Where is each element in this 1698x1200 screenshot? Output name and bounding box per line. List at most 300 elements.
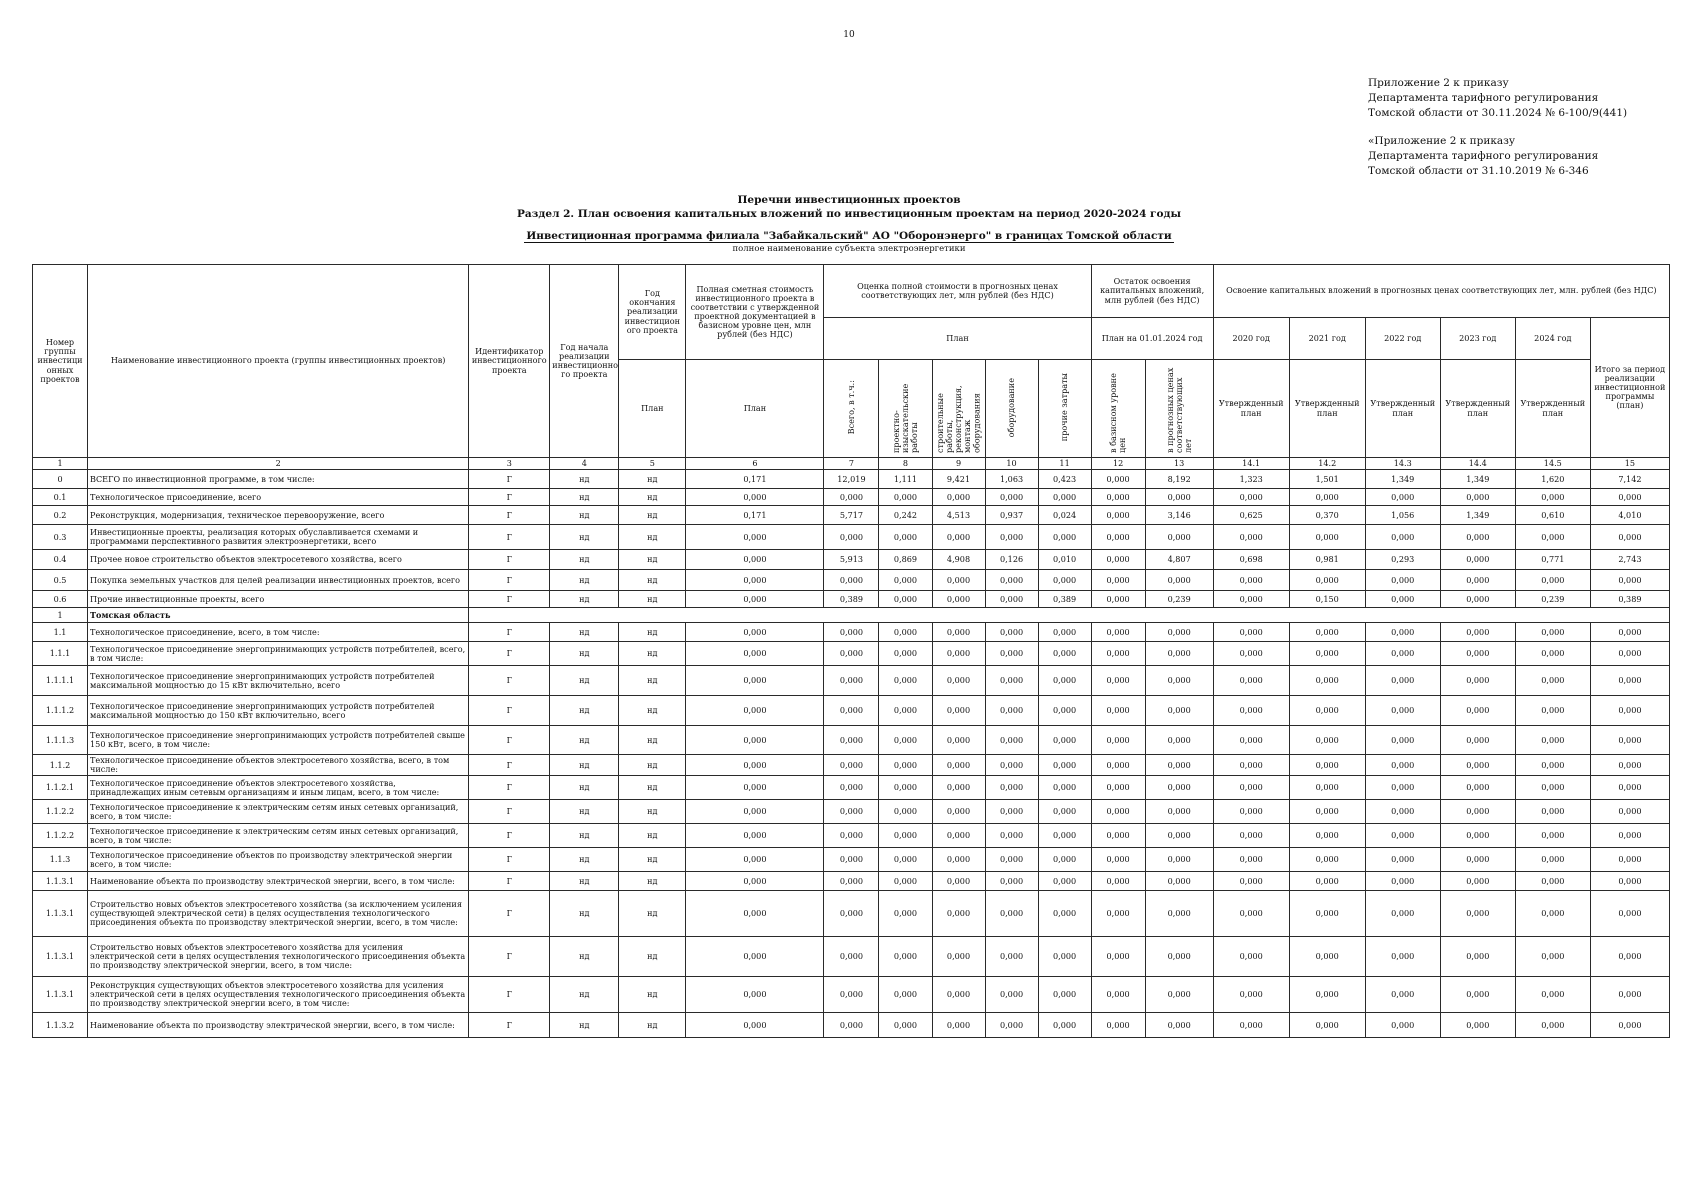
value-cell: 0,000	[1091, 977, 1145, 1013]
value-cell: 1,349	[1440, 470, 1515, 489]
value-cell: Г	[469, 623, 550, 642]
vertical-label: прочие затраты	[1059, 373, 1070, 442]
value-cell: 0,000	[1038, 696, 1091, 726]
table-row	[33, 570, 1670, 591]
value-cell: 0,242	[879, 506, 932, 525]
value-cell: 0,000	[1289, 872, 1365, 891]
project-name-cell: Покупка земельных участков для целей реализации инвестиционных проектов, всего	[88, 570, 469, 591]
column-number: 9	[932, 458, 985, 470]
project-name-cell: Технологическое присоединение энергопринимающих устройств потребителей, всего, в том числе:	[88, 642, 469, 666]
row-number: 0	[33, 470, 88, 489]
row-number: 0.4	[33, 550, 88, 570]
row-number: 0.3	[33, 525, 88, 550]
value-cell: нд	[550, 642, 619, 666]
project-name-cell: Технологическое присоединение к электрическим сетям иных сетевых организаций, всего, в том числе:	[88, 824, 469, 848]
value-cell: 0,389	[824, 591, 879, 608]
value-cell: 0,000	[879, 696, 932, 726]
header-estimate-plan: План	[824, 318, 1091, 360]
value-cell: 0,000	[824, 1013, 879, 1038]
value-cell: 0,000	[1038, 800, 1091, 824]
column-number: 5	[619, 458, 686, 470]
value-cell: 4,513	[932, 506, 985, 525]
value-cell: 0,000	[1365, 977, 1440, 1013]
value-cell: 0,000	[1091, 591, 1145, 608]
value-cell: 0,000	[1038, 937, 1091, 977]
value-cell: 0,000	[1440, 977, 1515, 1013]
value-cell: Г	[469, 696, 550, 726]
header-approved-plan-2022: Утвержденный план	[1365, 360, 1440, 458]
value-cell: 0,000	[1440, 696, 1515, 726]
value-cell: 0,000	[1590, 800, 1669, 824]
value-cell: 0,000	[1091, 525, 1145, 550]
value-cell: 12,019	[824, 470, 879, 489]
appendix-line: Приложение 2 к приказу	[1368, 77, 1509, 89]
column-number: 7	[824, 458, 879, 470]
value-cell: 0,000	[1091, 937, 1145, 977]
column-number: 10	[985, 458, 1038, 470]
value-cell: нд	[619, 525, 686, 550]
value-cell: 0,000	[1515, 824, 1590, 848]
value-cell: 0,000	[1091, 848, 1145, 872]
value-cell: 1,323	[1213, 470, 1289, 489]
value-cell: 0,000	[824, 848, 879, 872]
value-cell: 0,000	[1365, 872, 1440, 891]
value-cell: 0,000	[1038, 977, 1091, 1013]
row-number: 1.1.2.2	[33, 800, 88, 824]
value-cell: 0,000	[1365, 937, 1440, 977]
value-cell: 1,349	[1440, 506, 1515, 525]
value-cell: 0,000	[1091, 776, 1145, 800]
value-cell: 0,000	[932, 977, 985, 1013]
value-cell: 0,000	[1289, 800, 1365, 824]
value-cell: 0,000	[879, 937, 932, 977]
table-row	[33, 642, 1670, 666]
vertical-label: Всего, в т.ч.:	[845, 380, 856, 435]
value-cell: 0,000	[1440, 666, 1515, 696]
value-cell: 0,000	[1289, 696, 1365, 726]
value-cell: 0,000	[1091, 489, 1145, 506]
row-number: 0.2	[33, 506, 88, 525]
value-cell: 0,000	[932, 591, 985, 608]
value-cell: 0,000	[932, 642, 985, 666]
value-cell: 0,000	[1091, 891, 1145, 937]
row-number: 1.1.1.2	[33, 696, 88, 726]
value-cell: 0,000	[1213, 623, 1289, 642]
value-cell: 0,000	[1145, 1013, 1213, 1038]
value-cell: 0,000	[824, 824, 879, 848]
project-name-cell: ВСЕГО по инвестиционной программе, в том числе:	[88, 470, 469, 489]
value-cell: нд	[619, 872, 686, 891]
vertical-label: в базисном уровне цен	[1108, 373, 1128, 454]
value-cell: нд	[619, 977, 686, 1013]
header-v-base-prices	[1091, 360, 1145, 458]
value-cell: 0,000	[1145, 489, 1213, 506]
investment-plan-table	[32, 264, 1670, 1038]
value-cell: 0,000	[879, 525, 932, 550]
table-row	[33, 489, 1670, 506]
value-cell: 0,000	[1289, 891, 1365, 937]
value-cell: 0,000	[1365, 591, 1440, 608]
value-cell: 0,000	[932, 570, 985, 591]
value-cell: нд	[619, 550, 686, 570]
value-cell: Г	[469, 506, 550, 525]
row-number: 1.1.1	[33, 642, 88, 666]
value-cell: 0,625	[1213, 506, 1289, 525]
value-cell: 0,000	[1440, 891, 1515, 937]
header-start-year: Год начала реализации инвестиционно го проекта	[550, 265, 619, 458]
value-cell: 0,000	[1145, 696, 1213, 726]
value-cell: 0,000	[1440, 800, 1515, 824]
value-cell: Г	[469, 891, 550, 937]
value-cell: 0,000	[686, 696, 824, 726]
value-cell: 0,389	[1038, 591, 1091, 608]
value-cell: 1,620	[1515, 470, 1590, 489]
value-cell: 0,000	[1213, 824, 1289, 848]
column-number: 1	[33, 458, 88, 470]
value-cell: нд	[619, 642, 686, 666]
value-cell: 0,000	[824, 570, 879, 591]
value-cell: 0,000	[1145, 666, 1213, 696]
value-cell: 0,000	[1590, 525, 1669, 550]
value-cell: 0,000	[1145, 570, 1213, 591]
value-cell: 0,000	[1440, 776, 1515, 800]
value-cell: 0,000	[932, 776, 985, 800]
value-cell: 0,000	[686, 937, 824, 977]
value-cell: 0,000	[686, 726, 824, 755]
value-cell: 0,000	[1091, 623, 1145, 642]
table-row	[33, 591, 1670, 608]
appendix-line: Томской области от 31.10.2019 № 6-346	[1368, 165, 1589, 177]
value-cell: нд	[619, 570, 686, 591]
value-cell: 0,000	[1289, 525, 1365, 550]
value-cell: 0,000	[932, 525, 985, 550]
value-cell: 0,000	[1365, 891, 1440, 937]
value-cell: нд	[619, 755, 686, 776]
value-cell: 0,000	[1213, 800, 1289, 824]
value-cell: 0,000	[1038, 642, 1091, 666]
project-name-cell: Инвестиционные проекты, реализация которых обуславливается схемами и программами перспективного развития электроэнергетики, всего	[88, 525, 469, 550]
value-cell: 0,000	[1289, 776, 1365, 800]
table-row	[33, 776, 1670, 800]
value-cell: 0,000	[1091, 550, 1145, 570]
column-number: 14.3	[1365, 458, 1440, 470]
section-title: Раздел 2. План освоения капитальных вложений по инвестиционным проектам на период 2020-2024 годы	[516, 208, 1181, 220]
table-row	[33, 891, 1670, 937]
table-row	[33, 696, 1670, 726]
value-cell: 0,000	[1590, 666, 1669, 696]
header-year-2023: 2023 год	[1440, 318, 1515, 360]
value-cell: 0,000	[1365, 726, 1440, 755]
value-cell: 0,000	[1038, 776, 1091, 800]
value-cell: Г	[469, 525, 550, 550]
value-cell: 0,000	[1145, 800, 1213, 824]
value-cell: 0,000	[1091, 470, 1145, 489]
value-cell: 0,000	[932, 937, 985, 977]
value-cell: 0,000	[1590, 623, 1669, 642]
value-cell: Г	[469, 872, 550, 891]
value-cell: 0,000	[1213, 776, 1289, 800]
value-cell: 0,000	[879, 848, 932, 872]
header-end-year-plan: План	[619, 360, 686, 458]
value-cell: 0,000	[686, 666, 824, 696]
value-cell: 0,000	[824, 666, 879, 696]
value-cell: 0,000	[1590, 977, 1669, 1013]
row-number: 1.1.1.1	[33, 666, 88, 696]
value-cell: 0,000	[1590, 824, 1669, 848]
value-cell: Г	[469, 470, 550, 489]
value-cell: 0,000	[1515, 525, 1590, 550]
column-number: 13	[1145, 458, 1213, 470]
value-cell: Г	[469, 591, 550, 608]
value-cell: 0,239	[1145, 591, 1213, 608]
value-cell: 0,000	[686, 591, 824, 608]
value-cell: 0,000	[1440, 848, 1515, 872]
value-cell: 0,000	[1515, 666, 1590, 696]
value-cell: 0,000	[1091, 642, 1145, 666]
table-row	[33, 666, 1670, 696]
value-cell: 0,000	[1440, 937, 1515, 977]
header-approved-plan-2024: Утвержденный план	[1515, 360, 1590, 458]
column-number: 4	[550, 458, 619, 470]
value-cell: 0,000	[1440, 591, 1515, 608]
value-cell: 0,000	[1590, 489, 1669, 506]
table-row	[33, 848, 1670, 872]
value-cell: 0,000	[1145, 891, 1213, 937]
value-cell: нд	[550, 696, 619, 726]
table-row	[33, 525, 1670, 550]
value-cell: нд	[550, 470, 619, 489]
value-cell: 0,239	[1515, 591, 1590, 608]
project-name-cell: Прочие инвестиционные проекты, всего	[88, 591, 469, 608]
value-cell: 0,000	[1289, 570, 1365, 591]
row-number: 0.5	[33, 570, 88, 591]
value-cell: 0,000	[1440, 550, 1515, 570]
value-cell: 0,000	[1440, 755, 1515, 776]
value-cell: 0,000	[932, 872, 985, 891]
value-cell: 0,000	[879, 824, 932, 848]
value-cell: Г	[469, 824, 550, 848]
value-cell: 0,000	[985, 623, 1038, 642]
project-name-cell: Технологическое присоединение энергопринимающих устройств потребителей максимальной мощностью до 15 кВт включительно, всего	[88, 666, 469, 696]
value-cell: 0,000	[1038, 1013, 1091, 1038]
value-cell: 0,000	[824, 891, 879, 937]
header-year-2022: 2022 год	[1365, 318, 1440, 360]
value-cell: 0,000	[1590, 696, 1669, 726]
value-cell: 0,000	[1213, 570, 1289, 591]
value-cell: 0,000	[985, 666, 1038, 696]
project-name-cell: Технологическое присоединение объектов электросетевого хозяйства, принадлежащих иным сетевым организациям и иным лицам, всего, в том числе:	[88, 776, 469, 800]
value-cell: 0,000	[686, 872, 824, 891]
value-cell: Г	[469, 977, 550, 1013]
header-group-no: Номер группы инвестици онных проектов	[33, 265, 88, 458]
value-cell: 0,000	[1145, 623, 1213, 642]
value-cell: 0,000	[1289, 848, 1365, 872]
appendix-original-order	[1368, 134, 1598, 179]
value-cell: Г	[469, 755, 550, 776]
value-cell: 5,717	[824, 506, 879, 525]
value-cell: 0,000	[686, 623, 824, 642]
document-titles	[0, 193, 1698, 255]
value-cell: Г	[469, 726, 550, 755]
value-cell: 0,000	[1091, 666, 1145, 696]
table-row	[33, 726, 1670, 755]
value-cell: 0,000	[1365, 525, 1440, 550]
project-name-cell: Строительство новых объектов электросетевого хозяйства для усиления электрической сети в целях осуществления технологического присоединения объекта по производству электрической энергии, всего, в том числе:	[88, 937, 469, 977]
value-cell: 0,000	[1213, 977, 1289, 1013]
value-cell: 0,000	[1038, 872, 1091, 891]
value-cell: 0,171	[686, 506, 824, 525]
value-cell: 0,000	[1365, 489, 1440, 506]
row-number: 1.1.3.1	[33, 872, 88, 891]
value-cell: 1,349	[1365, 470, 1440, 489]
header-approved-plan-2021: Утвержденный план	[1289, 360, 1365, 458]
value-cell: 0,000	[1213, 872, 1289, 891]
value-cell: 0,000	[824, 755, 879, 776]
value-cell: 0,000	[1213, 489, 1289, 506]
value-cell: 0,000	[985, 525, 1038, 550]
appendix-line: Томской области от 30.11.2024 № 6-100/9(441)	[1368, 107, 1628, 119]
value-cell: нд	[619, 696, 686, 726]
value-cell: 0,000	[1440, 525, 1515, 550]
value-cell: 0,000	[1213, 696, 1289, 726]
value-cell: 0,000	[1515, 937, 1590, 977]
value-cell: нд	[550, 937, 619, 977]
page-number: 10	[843, 30, 855, 40]
row-number: 0.6	[33, 591, 88, 608]
header-v-forecast-prices	[1145, 360, 1213, 458]
project-name-cell: Технологическое присоединение, всего	[88, 489, 469, 506]
value-cell: 0,000	[1365, 755, 1440, 776]
value-cell: 0,000	[1365, 642, 1440, 666]
appendix-line: «Приложение 2 к приказу	[1368, 135, 1516, 147]
value-cell: 0,000	[985, 642, 1038, 666]
row-number: 1.1.3.1	[33, 891, 88, 937]
vertical-label: в прогнозных ценах соответствующих лет	[1164, 368, 1193, 454]
project-name-cell: Реконструкция, модернизация, техническое перевооружение, всего	[88, 506, 469, 525]
value-cell: Г	[469, 550, 550, 570]
value-cell: 0,000	[1091, 824, 1145, 848]
value-cell: Г	[469, 666, 550, 696]
value-cell: 0,000	[686, 1013, 824, 1038]
value-cell: 0,981	[1289, 550, 1365, 570]
header-identifier: Идентификатор инвестиционного проекта	[469, 265, 550, 458]
value-cell: 0,000	[879, 891, 932, 937]
column-number: 14.1	[1213, 458, 1289, 470]
table-row	[33, 977, 1670, 1013]
value-cell: 0,000	[985, 591, 1038, 608]
value-cell: 0,000	[686, 891, 824, 937]
value-cell: нд	[550, 591, 619, 608]
value-cell: 0,000	[824, 800, 879, 824]
value-cell: 1,063	[985, 470, 1038, 489]
value-cell: 0,000	[932, 891, 985, 937]
value-cell: 0,000	[1365, 776, 1440, 800]
value-cell: Г	[469, 800, 550, 824]
value-cell: нд	[550, 570, 619, 591]
value-cell: 0,000	[1145, 937, 1213, 977]
value-cell: 0,000	[1289, 642, 1365, 666]
value-cell: 0,000	[1515, 848, 1590, 872]
value-cell: нд	[619, 591, 686, 608]
value-cell: 0,000	[1365, 824, 1440, 848]
appendix-line: Департамента тарифного регулирования	[1368, 92, 1599, 104]
header-v-construction	[932, 360, 985, 458]
value-cell: 0,000	[686, 848, 824, 872]
value-cell: 0,000	[686, 570, 824, 591]
value-cell: 0,000	[1289, 1013, 1365, 1038]
value-cell: 0,000	[1145, 872, 1213, 891]
value-cell: 7,142	[1590, 470, 1669, 489]
value-cell: 0,000	[1213, 1013, 1289, 1038]
vertical-label: оборудование	[1006, 377, 1017, 438]
value-cell: 0,000	[1440, 1013, 1515, 1038]
value-cell: 0,000	[1091, 1013, 1145, 1038]
value-cell: 0,000	[1515, 726, 1590, 755]
value-cell: 0,000	[824, 726, 879, 755]
value-cell: 0,000	[1515, 872, 1590, 891]
value-cell: Г	[469, 642, 550, 666]
value-cell: 0,000	[1515, 776, 1590, 800]
value-cell: нд	[550, 800, 619, 824]
value-cell: 0,000	[1365, 666, 1440, 696]
header-remaining-plan: План на 01.01.2024 год	[1091, 318, 1213, 360]
value-cell: 0,126	[985, 550, 1038, 570]
value-cell: 0,000	[1365, 800, 1440, 824]
value-cell: 0,000	[1289, 824, 1365, 848]
value-cell: нд	[550, 891, 619, 937]
value-cell: 3,146	[1145, 506, 1213, 525]
value-cell: 0,000	[932, 696, 985, 726]
project-name-cell: Технологическое присоединение, всего, в том числе:	[88, 623, 469, 642]
value-cell: 0,000	[932, 824, 985, 848]
value-cell: 0,370	[1289, 506, 1365, 525]
program-title	[0, 229, 1698, 243]
value-cell: 0,000	[1590, 1013, 1669, 1038]
value-cell: нд	[619, 891, 686, 937]
value-cell: 0,000	[1091, 726, 1145, 755]
value-cell: 0,000	[1365, 1013, 1440, 1038]
value-cell: 0,000	[1213, 937, 1289, 977]
project-name-cell: Технологическое присоединение к электрическим сетям иных сетевых организаций, всего, в том числе:	[88, 800, 469, 824]
value-cell: 0,000	[1038, 848, 1091, 872]
value-cell: 0,000	[1515, 800, 1590, 824]
value-cell: 0,000	[1365, 696, 1440, 726]
header-approved-plan-2023: Утвержденный план	[1440, 360, 1515, 458]
value-cell: 0,000	[824, 696, 879, 726]
value-cell: 0,000	[1590, 937, 1669, 977]
value-cell: 0,000	[1590, 642, 1669, 666]
row-number: 1.1	[33, 623, 88, 642]
header-v-total	[824, 360, 879, 458]
value-cell: 0,000	[1289, 977, 1365, 1013]
value-cell: 1,056	[1365, 506, 1440, 525]
value-cell: нд	[550, 1013, 619, 1038]
value-cell: 0,000	[1590, 570, 1669, 591]
column-number: 3	[469, 458, 550, 470]
value-cell: 0,000	[1091, 506, 1145, 525]
column-number: 15	[1590, 458, 1669, 470]
header-development: Освоение капитальных вложений в прогнозных ценах соответствующих лет, млн. рублей (без НДС)	[1213, 265, 1669, 318]
table-row	[33, 470, 1670, 489]
value-cell: 0,000	[932, 489, 985, 506]
header-total-period: Итого за период реализации инвестиционной программы (план)	[1590, 318, 1669, 458]
project-name-cell: Реконструкция существующих объектов электросетевого хозяйства для усиления электрической сети в целях осуществления технологического присоединения объекта по производству электрической энергии всего, в том числе:	[88, 977, 469, 1013]
value-cell: 0,000	[879, 755, 932, 776]
value-cell: 0,000	[686, 776, 824, 800]
value-cell: 0,000	[1145, 755, 1213, 776]
value-cell: 0,000	[1145, 726, 1213, 755]
section-row	[33, 608, 1670, 623]
